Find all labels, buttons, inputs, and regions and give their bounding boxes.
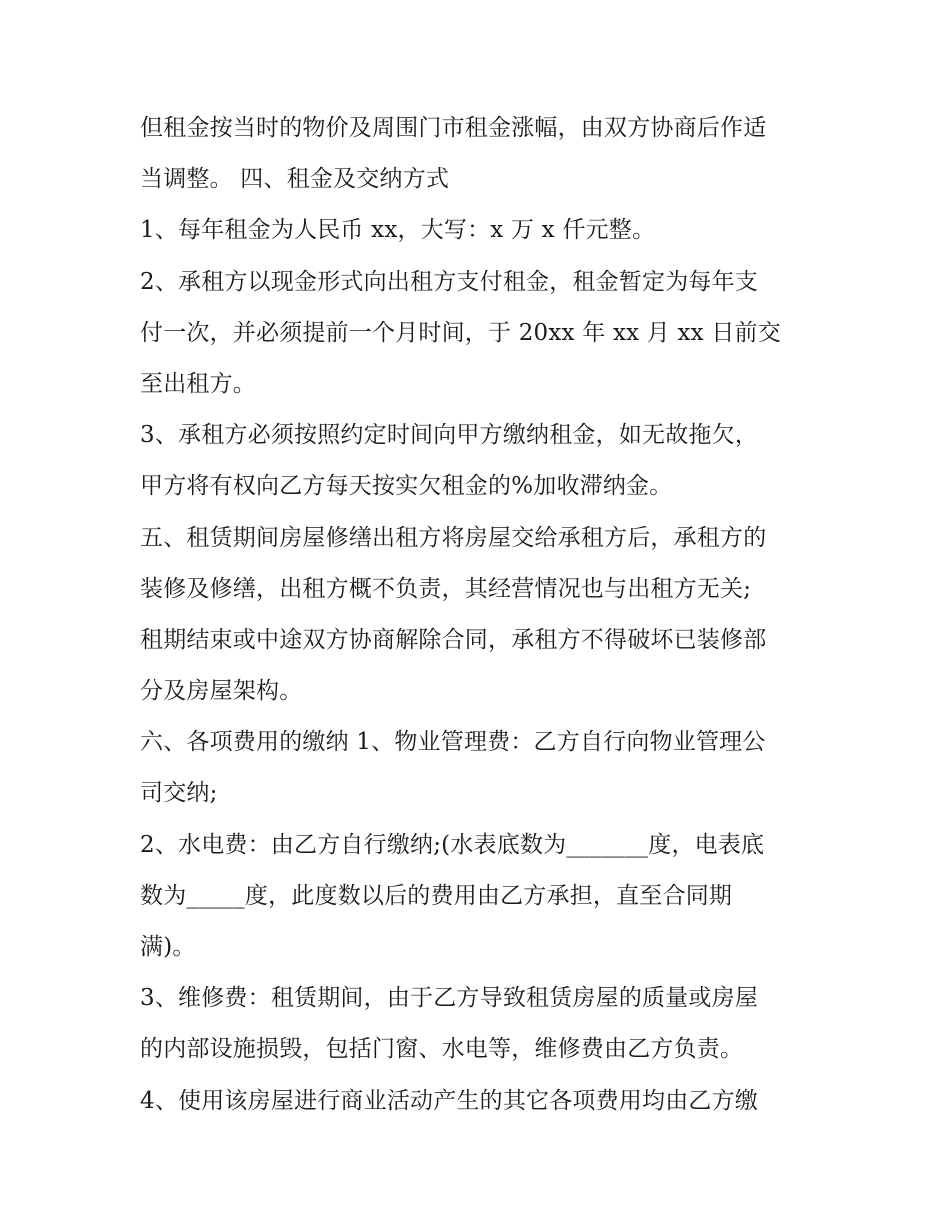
text-line: 六、各项费用的缴纳 1、物业管理费：乙方自行向物业管理公: [140, 729, 766, 756]
text-line: 五、租赁期间房屋修缮出租方将房屋交给承租方后，承租方的: [140, 524, 767, 551]
text-line: 司交纳;: [140, 780, 218, 807]
text-line: 4、使用该房屋进行商业活动产生的其它各项费用均由乙方缴: [140, 1087, 759, 1114]
text-line: 租期结束或中途双方协商解除合同，承租方不得破坏已装修部: [140, 626, 767, 653]
text-line: 分及房屋架构。: [140, 678, 303, 705]
text-line: 装修及修缮，出租方概不负责，其经营情况也与出租方无关;: [140, 575, 752, 602]
text-line: 满)。: [140, 934, 196, 960]
text-line: 3、承租方必须按照约定时间向甲方缴纳租金，如无故拖欠，: [140, 422, 759, 449]
contract-text-block: [140, 103, 830, 1127]
text-line: 2、水电费：由乙方自行缴纳;(水表底数为_______度，电表底: [140, 831, 765, 858]
text-line: 1、每年租金为人民币 xx，大写：x 万 x 仟元整。: [140, 217, 656, 244]
text-line: 至出租方。: [140, 370, 256, 397]
text-line: 当调整。 四、租金及交纳方式: [140, 166, 450, 193]
text-line: 但租金按当时的物价及周围门市租金涨幅，由双方协商后作适: [140, 115, 767, 141]
text-line: 3、维修费：租赁期间，由于乙方导致租赁房屋的质量或房屋: [140, 985, 759, 1012]
text-line: 2、承租方以现金形式向出租方支付租金，租金暂定为每年支: [140, 268, 759, 295]
text-line: 数为_____度，此度数以后的费用由乙方承担，直至合同期: [140, 882, 733, 909]
text-line: 付一次，并必须提前一个月时间，于 20xx 年 xx 月 xx 日前交: [140, 319, 781, 346]
text-line: 的内部设施损毁，包括门窗、水电等，维修费由乙方负责。: [140, 1036, 744, 1063]
text-line: 甲方将有权向乙方每天按实欠租金的%加收滞纳金。: [140, 473, 673, 500]
